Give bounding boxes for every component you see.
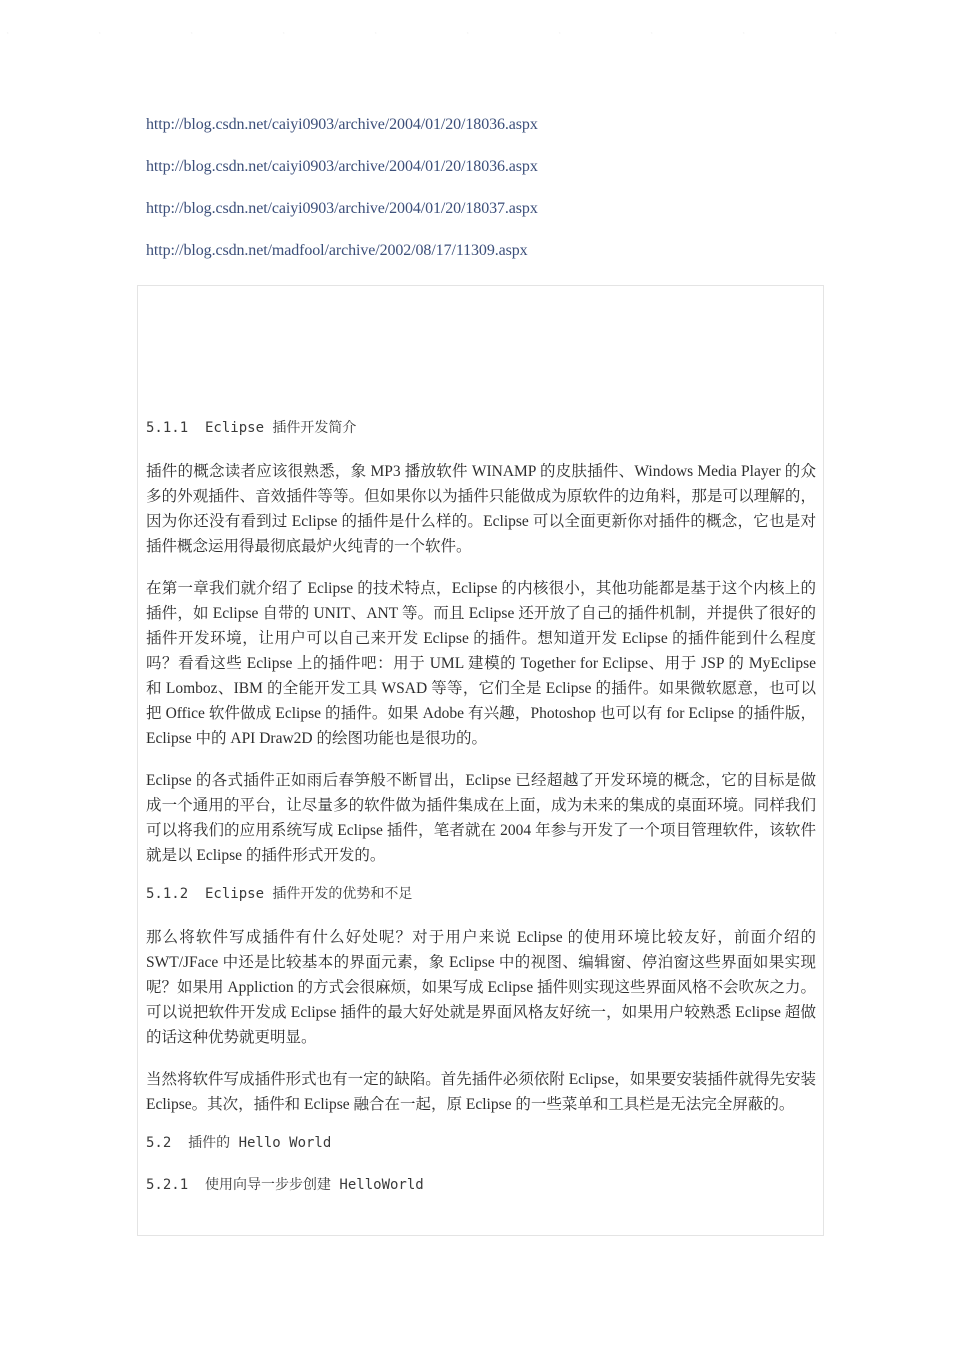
reference-link-1[interactable]: http://blog.csdn.net/caiyi0903/archive/2004/01/20/18036.aspx bbox=[146, 116, 538, 133]
paragraph-eclipse-platform: Eclipse 的各式插件正如雨后春笋般不断冒出，Eclipse 已经超越了开发环境的概念，它的目标是做成一个通用的平台，让尽量多的软件做为插件集成在上面，成为未来的集成的桌面环境。同样我们可以将我们的应用系统写成 Eclipse 插件，笔者就在 2004 年参与开发了一个项目管理软件，该软件就是以 Eclipse 的插件形式开发的。 bbox=[146, 772, 816, 864]
watermark-top: · · · · · · · · · · bbox=[2, 26, 841, 41]
section-heading-5-1-1: 5.1.1 Eclipse 插件开发简介 bbox=[146, 420, 357, 436]
paragraph-plugin-drawbacks: 当然将软件写成插件形式也有一定的缺陷。首先插件必须依附 Eclipse，如果要安装插件就得先安装 Eclipse。其次，插件和 Eclipse 融合在一起，原 Eclipse 的一些菜单和工具栏是无法完全屏蔽的。 bbox=[146, 1071, 816, 1113]
reference-links bbox=[146, 115, 826, 283]
paragraph-plugin-advantages: 那么将软件写成插件有什么好处呢？对于用户来说 Eclipse 的使用环境比较友好，前面介绍的 SWT/JFace 中还是比较基本的界面元素，象 Eclipse 中的视图、编辑窗、停泊窗这些界面如果实现呢？如果用 Appliction 的方式会很麻烦，如果写成 Eclipse 插件则实现这些界面风格不会吹灰之力。可以说把软件开发成 Eclipse 插件的最大好处就是界面风格友好统一，如果用户较熟悉 Eclipse 超做的话这种优势就更明显。 bbox=[146, 929, 816, 1046]
document-body bbox=[146, 417, 816, 1216]
section-heading-5-1-2: 5.1.2 Eclipse 插件开发的优势和不足 bbox=[146, 886, 413, 902]
reference-link-2[interactable]: http://blog.csdn.net/caiyi0903/archive/2004/01/20/18036.aspx bbox=[146, 158, 538, 175]
section-heading-5-2-1: 5.2.1 使用向导一步步创建 HelloWorld bbox=[146, 1177, 424, 1193]
reference-link-4[interactable]: http://blog.csdn.net/madfool/archive/2002/08/17/11309.aspx bbox=[146, 242, 528, 259]
paragraph-eclipse-features: 在第一章我们就介绍了 Eclipse 的技术特点，Eclipse 的内核很小，其他功能都是基于这个内核上的插件，如 Eclipse 自带的 UNIT、ANT 等。而且 Eclipse 还开放了自己的插件机制，并提供了很好的插件开发环境，让用户可以自己来开发 Eclipse 的插件。想知道开发 Eclipse 的插件能到什么程度吗？看看这些 Eclipse 上的插件吧：用于 UML 建模的 Together for Eclipse、用于 JSP 的 MyEclipse 和 Lomboz、IBM 的全能开发工具 WSAD 等等，它们全是 Eclipse 的插件。如果微软愿意，也可以把 Office 软件做成 Eclipse 的插件。如果 Adobe 有兴趣，Photoshop 也可以有 for Eclipse 的插件版，Eclipse 中的 API Draw2D 的绘图功能也是很功的。 bbox=[146, 580, 816, 747]
reference-link-3[interactable]: http://blog.csdn.net/caiyi0903/archive/2004/01/20/18037.aspx bbox=[146, 200, 538, 217]
section-heading-5-2: 5.2 插件的 Hello World bbox=[146, 1135, 332, 1151]
paragraph-plugin-concept: 插件的概念读者应该很熟悉，象 MP3 播放软件 WINAMP 的皮肤插件、Windows Media Player 的众多的外观插件、音效插件等等。但如果你以为插件只能做成为原软件的边角料，那是可以理解的，因为你还没有看到过 Eclipse 的插件是什么样的。Eclipse 可以全面更新你对插件的概念，它也是对插件概念运用得最彻底最炉火纯青的一个软件。 bbox=[146, 463, 816, 555]
